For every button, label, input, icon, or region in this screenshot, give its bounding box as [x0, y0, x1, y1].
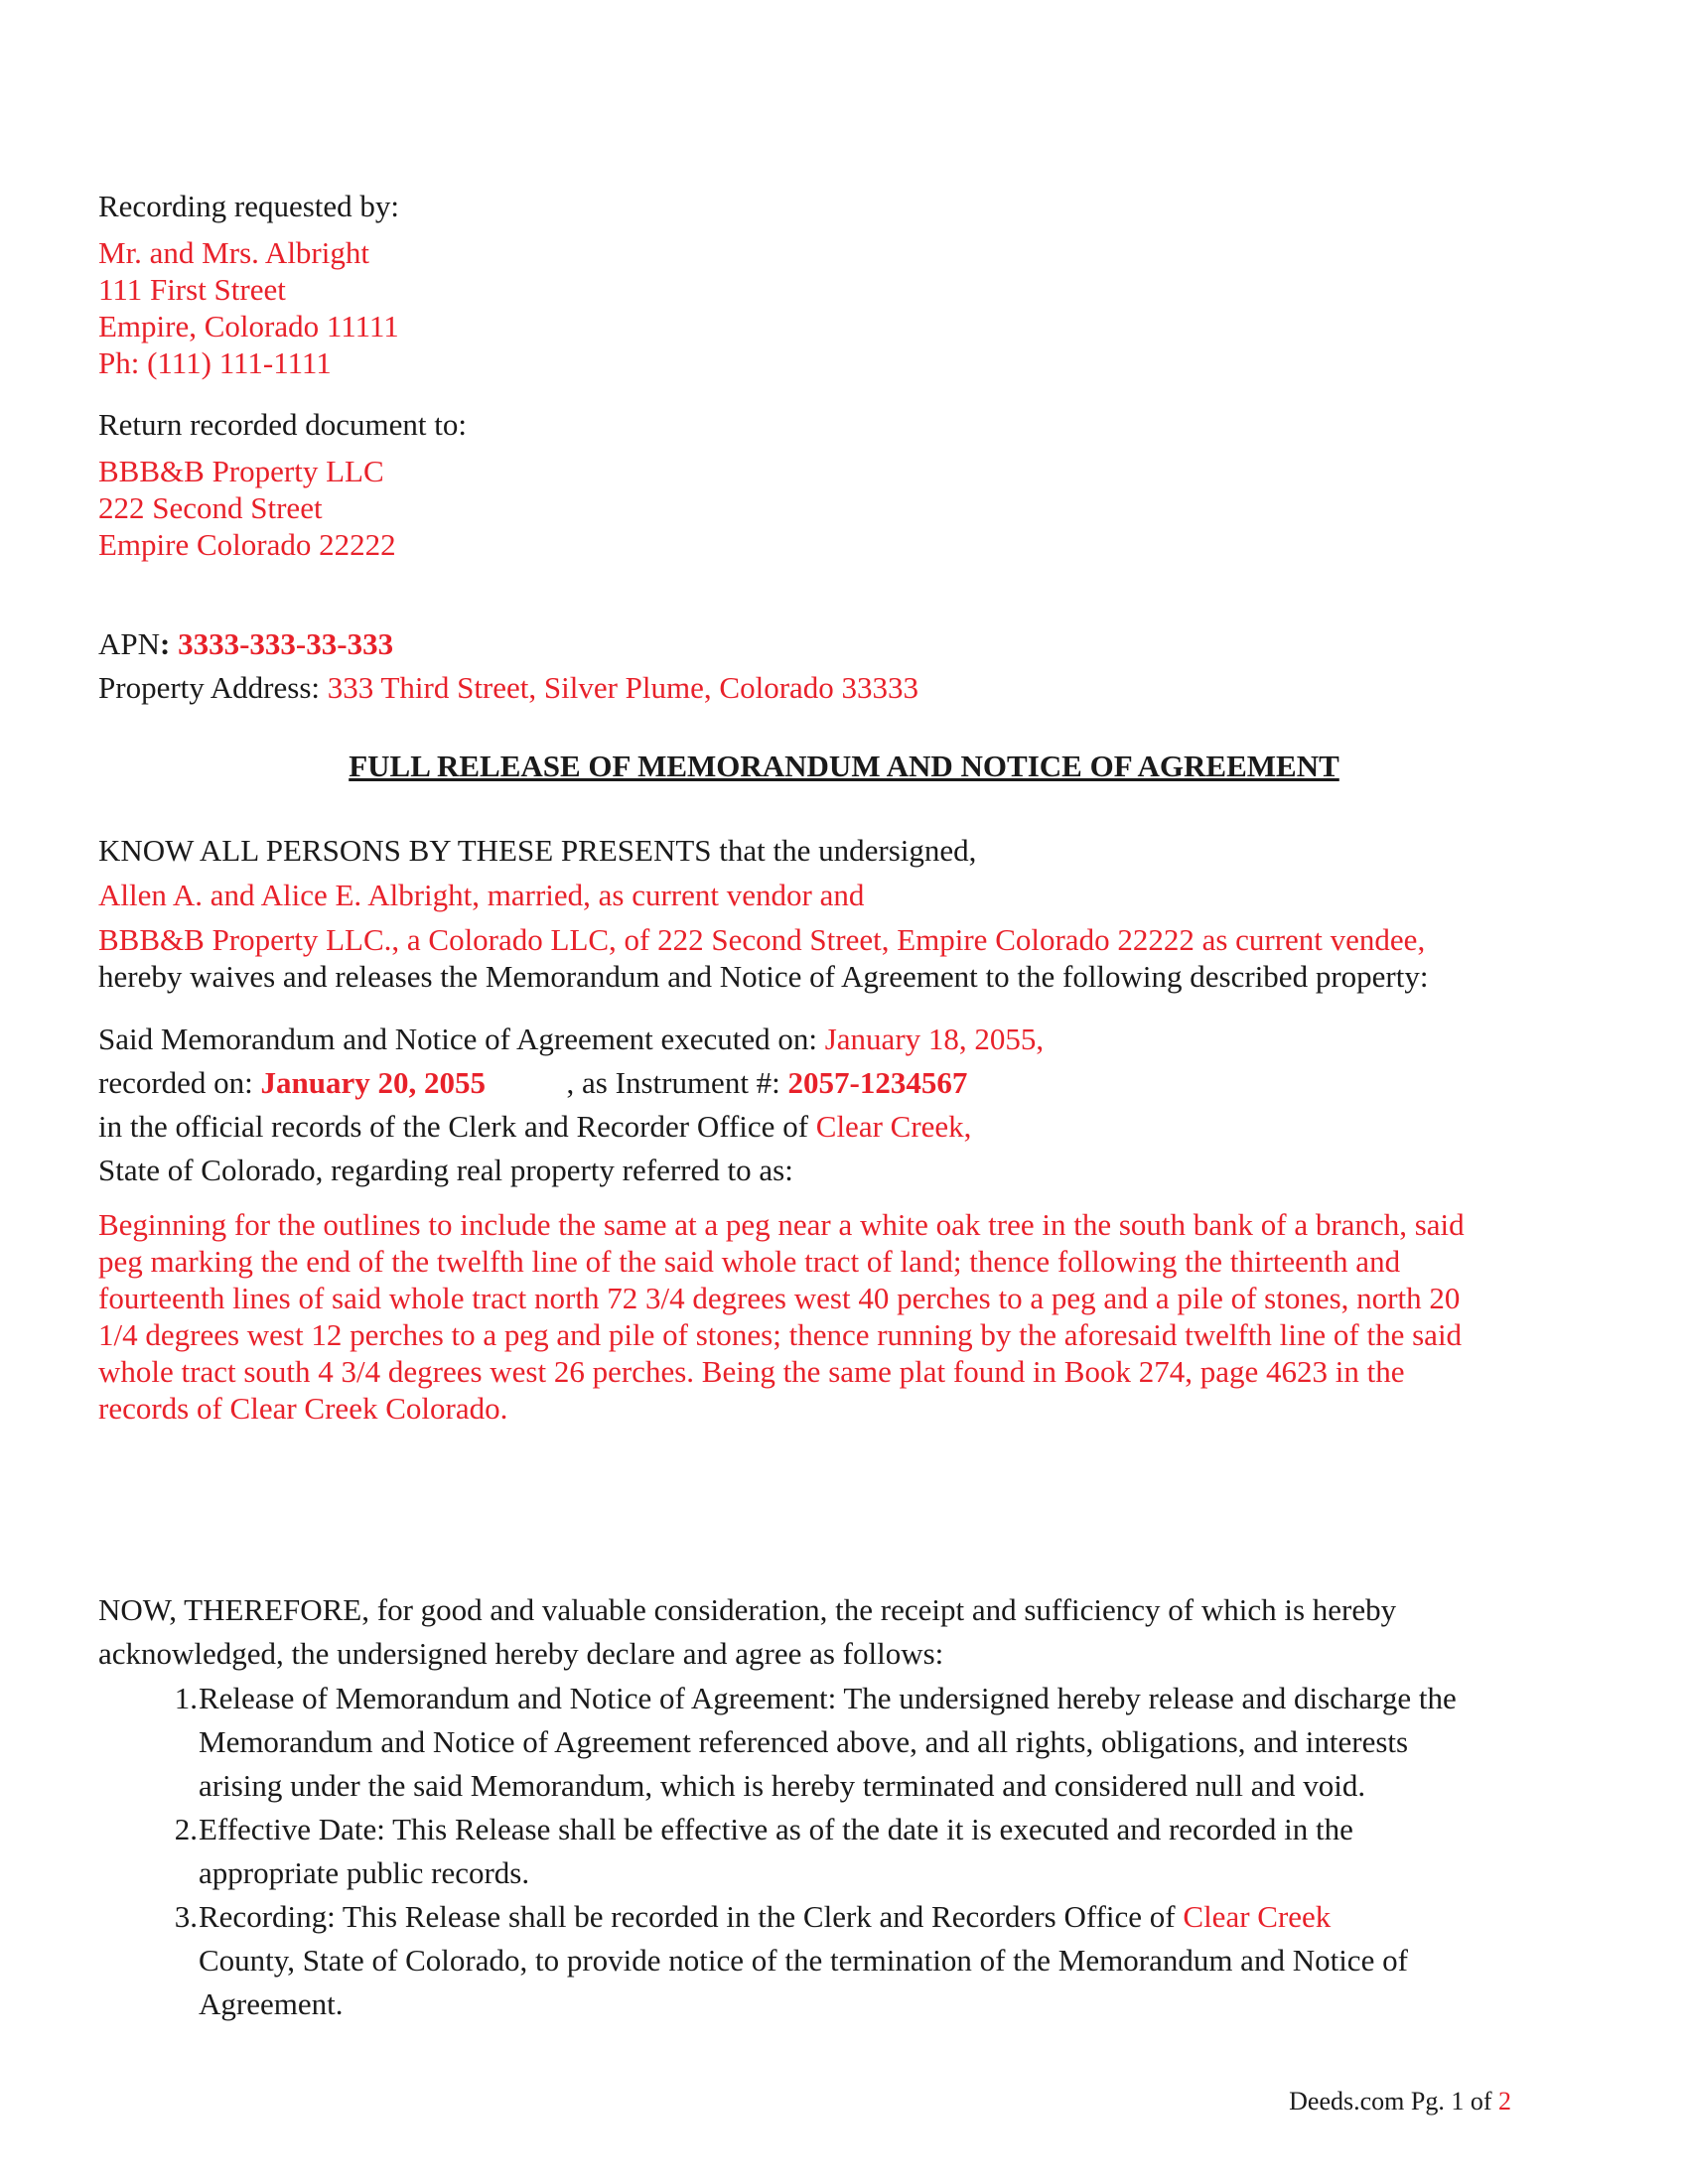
term-line: appropriate public records.: [199, 1855, 530, 1890]
now-therefore-line: NOW, THEREFORE, for good and valuable consideration, the receipt and sufficiency of which is hereby: [98, 1592, 1397, 1627]
executed-label: Said Memorandum and Notice of Agreement executed on:: [98, 1022, 817, 1056]
term-item: [98, 1898, 1588, 2022]
requester-street: 111 First Street: [98, 272, 286, 307]
term-county: Clear Creek: [1183, 1899, 1332, 1934]
instrument-number: 2057-1234567: [787, 1065, 968, 1100]
recorded-date: January 20, 2055: [260, 1065, 487, 1100]
term-line: Memorandum and Notice of Agreement referenced above, and all rights, obligations, and interests: [199, 1724, 1409, 1759]
property-address-label: Property Address:: [98, 670, 321, 705]
recording-requested-section: [98, 188, 1588, 381]
waiver-line: hereby waives and releases the Memorandum and Notice of Agreement to the following described property:: [98, 959, 1429, 994]
term-line: Effective Date: This Release shall be effective as of the date it is executed and recorded in the: [199, 1812, 1353, 1846]
term-line: County, State of Colorado, to provide notice of the termination of the Memorandum and Notice of: [199, 1943, 1408, 1978]
term-number: 2.: [174, 1812, 198, 1846]
document-title: FULL RELEASE OF MEMORANDUM AND NOTICE OF AGREEMENT: [349, 749, 1339, 783]
legal-description-line: peg marking the end of the twelfth line of the said whole tract of land; thence following the thirteenth and: [98, 1244, 1401, 1279]
requester-name: Mr. and Mrs. Albright: [98, 235, 369, 270]
property-address-line: [98, 669, 1588, 706]
requester-city: Empire, Colorado 11111: [98, 309, 399, 343]
intro-text: KNOW ALL PERSONS BY THESE PRESENTS that the undersigned,: [98, 833, 977, 868]
records-label: in the official records of the Clerk and Recorder Office of: [98, 1109, 809, 1144]
apn-line: [98, 625, 1588, 662]
return-street: 222 Second Street: [98, 490, 323, 525]
legal-description-line: 1/4 degrees west 12 perches to a peg and pile of stones; thence running by the aforesaid twelfth line of the said: [98, 1317, 1463, 1352]
apn-label: APN: [98, 626, 161, 661]
term-item: [98, 1680, 1588, 1804]
legal-description-line: Beginning for the outlines to include the same at a peg near a white oak tree in the south bank of a branch, said: [98, 1207, 1465, 1242]
requester-phone: Ph: (111) 111-1111: [98, 345, 332, 380]
property-address-value: 333 Third Street, Silver Plume, Colorado 33333: [327, 670, 919, 705]
footer-site: Deeds.com: [1289, 2087, 1405, 2116]
executed-date: January 18, 2055,: [824, 1022, 1045, 1056]
legal-description-line: fourteenth lines of said whole tract north 72 3/4 degrees west 40 perches to a peg and a pile of stones, north 20: [98, 1281, 1461, 1315]
term-item: [98, 1811, 1588, 1891]
term-number: 1.: [174, 1681, 198, 1715]
vendor-line: Allen A. and Alice E. Albright, married, as current vendor and: [98, 878, 865, 912]
legal-description-line: whole tract south 4 3/4 degrees west 26 perches. Being the same plat found in Book 274, page 4623 in the: [98, 1354, 1405, 1389]
apn-colon: :: [160, 626, 171, 661]
term-line: Release of Memorandum and Notice of Agreement: The undersigned hereby release and discharge the: [199, 1681, 1457, 1715]
return-to-section: [98, 406, 1588, 563]
vendee-line: BBB&B Property LLC., a Colorado LLC, of 222 Second Street, Empire Colorado 22222 as current vendee,: [98, 922, 1426, 957]
terms-list: [98, 1680, 1588, 2022]
footer-page-total: 2: [1498, 2087, 1511, 2116]
footer-page-label: Pg. 1 of: [1410, 2087, 1492, 2116]
term-line: Agreement.: [199, 1986, 344, 2021]
instrument-label: , as Instrument #:: [566, 1065, 780, 1100]
intro-section: [98, 832, 1588, 995]
state-line: State of Colorado, regarding real property referred to as:: [98, 1153, 793, 1187]
return-name: BBB&B Property LLC: [98, 454, 384, 488]
return-city: Empire Colorado 22222: [98, 527, 396, 562]
legal-description: [98, 1206, 1578, 1427]
recorded-label: recorded on:: [98, 1065, 253, 1100]
now-therefore-line: acknowledged, the undersigned hereby declare and agree as follows:: [98, 1636, 944, 1671]
apn-value: 3333-333-33-333: [178, 626, 394, 661]
term-number: 3.: [174, 1899, 198, 1934]
recording-requested-label: Recording requested by:: [98, 189, 400, 223]
term-line: Recording: This Release shall be recorded in the Clerk and Recorders Office of: [199, 1899, 1176, 1934]
return-to-label: Return recorded document to:: [98, 407, 468, 442]
records-county: Clear Creek,: [815, 1109, 972, 1144]
now-therefore-section: [98, 1591, 1588, 1672]
recording-details-section: [98, 1021, 1588, 1188]
term-line: arising under the said Memorandum, which is hereby terminated and considered null and void.: [199, 1768, 1366, 1803]
page-footer: [1289, 2083, 1511, 2119]
legal-description-line: records of Clear Creek Colorado.: [98, 1391, 508, 1426]
